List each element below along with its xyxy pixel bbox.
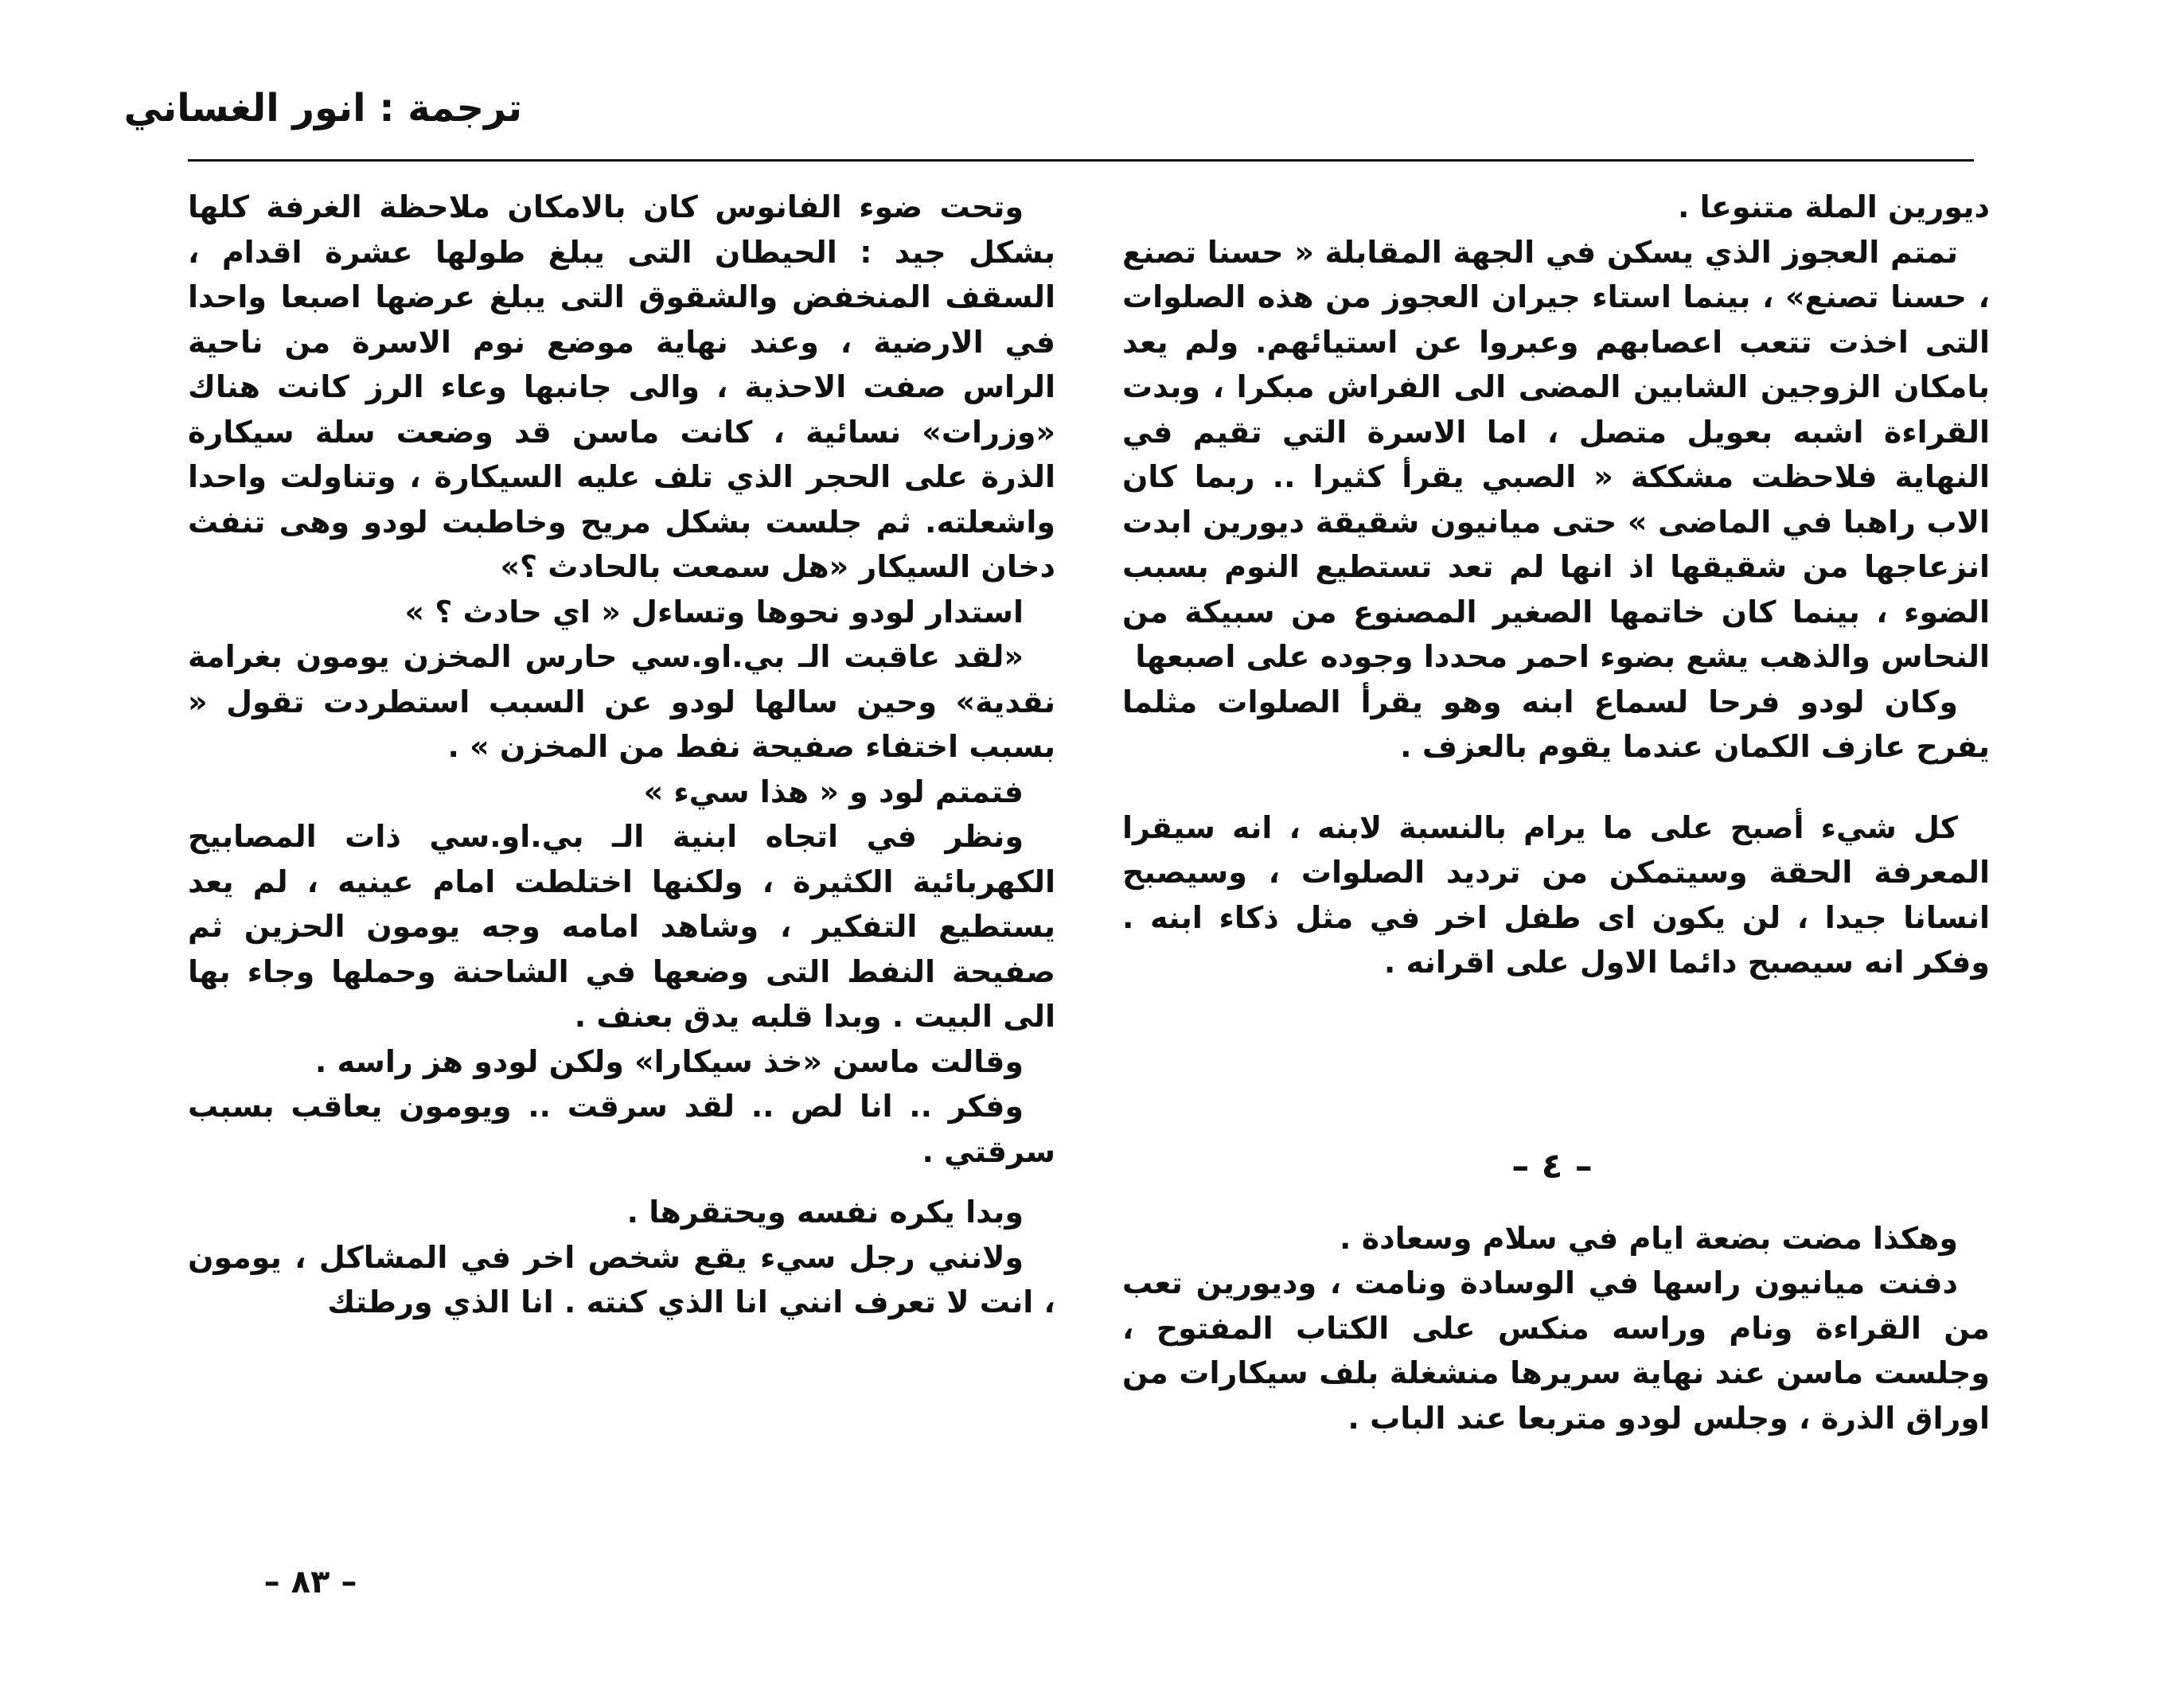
paragraph: دفنت ميانيون راسها في الوسادة ونامت ، وديورين تعب من القراءة ونام وراسه منكس على الكتاب المفتوح ، وجلست ماسن عند نهاية سريرها منشغلة بلف سيكارات من اوراق الذرة ، وجلس لودو متربعا عند الباب . (1122, 1265, 1990, 1436)
paragraph: ونظر في اتجاه ابنية الـ بي.او.سي ذات المصابيح الكهربائية الكثيرة ، ولكنها اختلطت امام عينيه ، لم يعد يستطيع التفكير ، وشاهد امامه وجه يومون الحزين ثم صفيحة النفط التى وضعها في الشاحنة وحملها وجاء بها الى البيت . وبدا قلبه يدق بعنف . (188, 819, 1055, 1034)
paragraph: وهكذا مضت بضعة ايام في سلام وسعادة . (1340, 1220, 1958, 1256)
paragraph: ولانني رجل سيء يقع شخص اخر في المشاكل ، يومون ، انت لا تعرف انني انا الذي كنته . انا الذي ورطتك (188, 1239, 1055, 1320)
paragraph: وقالت ماسن «خذ سيكارا» ولكن لودو هز راسه . (314, 1043, 1024, 1079)
paragraph: وفكر .. انا لص .. لقد سرقت .. ويومون يعاقب بسبب سرقتي . (188, 1089, 1055, 1169)
spacer (1122, 770, 1990, 805)
translator-credit: ترجمة : انور الغساني (123, 86, 522, 131)
spacer (188, 1174, 1055, 1190)
paragraph: استدار لودو نحوها وتساءل « اي حادث ؟ » (404, 594, 1024, 630)
section-number: – ٤ – (1511, 1146, 1593, 1187)
page-number: – ٨٣ – (263, 1564, 357, 1600)
paragraph: كل شيء أصبح على ما يرام بالنسبة لابنه ، انه سيقرا المعرفة الحقة وسيتمكن من ترديد الصلوات ، وسيصبح انسانا جيدا ، لن يكون اى طفل اخر في مثل ذكاء ابنه . وفكر انه سيصبح دائما الاول على اقرانه . (1122, 809, 1990, 980)
left-column (188, 185, 1055, 1325)
paragraph: وبدا يكره نفسه ويحتقرها . (626, 1195, 1024, 1230)
paragraph: وكان لودو فرحا لسماع ابنه وهو يقرأ الصلوات مثلما يفرح عازف الكمان عندما يقوم بالعزف . (1122, 684, 1990, 764)
paragraph: تمتم العجوز الذي يسكن في الجهة المقابلة « حسنا تصنع ، حسنا تصنع» ، بينما استاء جيران العجوز من هذه الصلوات التى اخذت تتعب اعصابهم وعبروا عن استيائهم. ولم يعد بامكان الزوجين الشابين المضى الى الفراش مبكرا ، وبدت القراءة اشبه بعويل متصل ، اما الاسرة التي تقيم في النهاية فلاحظت مشككة « الصبي يقرأ كثيرا .. ربما كان الاب راهبا في الماضى » حتى ميانيون شقيقة ديورين ابدت انزعاجها من شقيقها اذ انها لم تعد تستطيع النوم بسبب الضوء ، بينما كان خاتمها الصغير المصنوع من سبيكة من النحاس والذهب يشع بضوء احمر محددا وجوده على اصبعها (1122, 234, 1990, 674)
right-column (1122, 185, 1990, 1440)
header-rule (188, 159, 1974, 162)
paragraph: فتمتم لود و « هذا سيء » (643, 774, 1024, 809)
paragraph: ديورين الملة متنوعا . (1678, 189, 1990, 224)
paragraph: «لقد عاقبت الـ بي.او.سي حارس المخزن يومون بغرامة نقدية» وحين سالها لودو عن السبب استطردت تقول « بسبب اختفاء صفيحة نفط من المخزن » . (188, 639, 1055, 764)
paragraph: وتحت ضوء الفانوس كان بالامكان ملاحظة الغرفة كلها بشكل جيد : الحيطان التى يبلغ طولها عشرة اقدام ، السقف المنخفض والشقوق التى يبلغ عرضها اصبعا واحدا في الارضية ، وعند نهاية موضع نوم الاسرة من ناحية الراس صفت الاحذية ، والى جانبها وعاء الرز كانت هناك «وزرات» نسائية ، كانت ماسن قد وضعت سلة سيكارة الذرة على الحجر الذي تلف عليه السيكارة ، وتناولت واحدا واشعلته. ثم جلست بشكل مريح وخاطبت لودو وهى تنفث دخان السيكار «هل سمعت بالحادث ؟» (188, 189, 1055, 584)
